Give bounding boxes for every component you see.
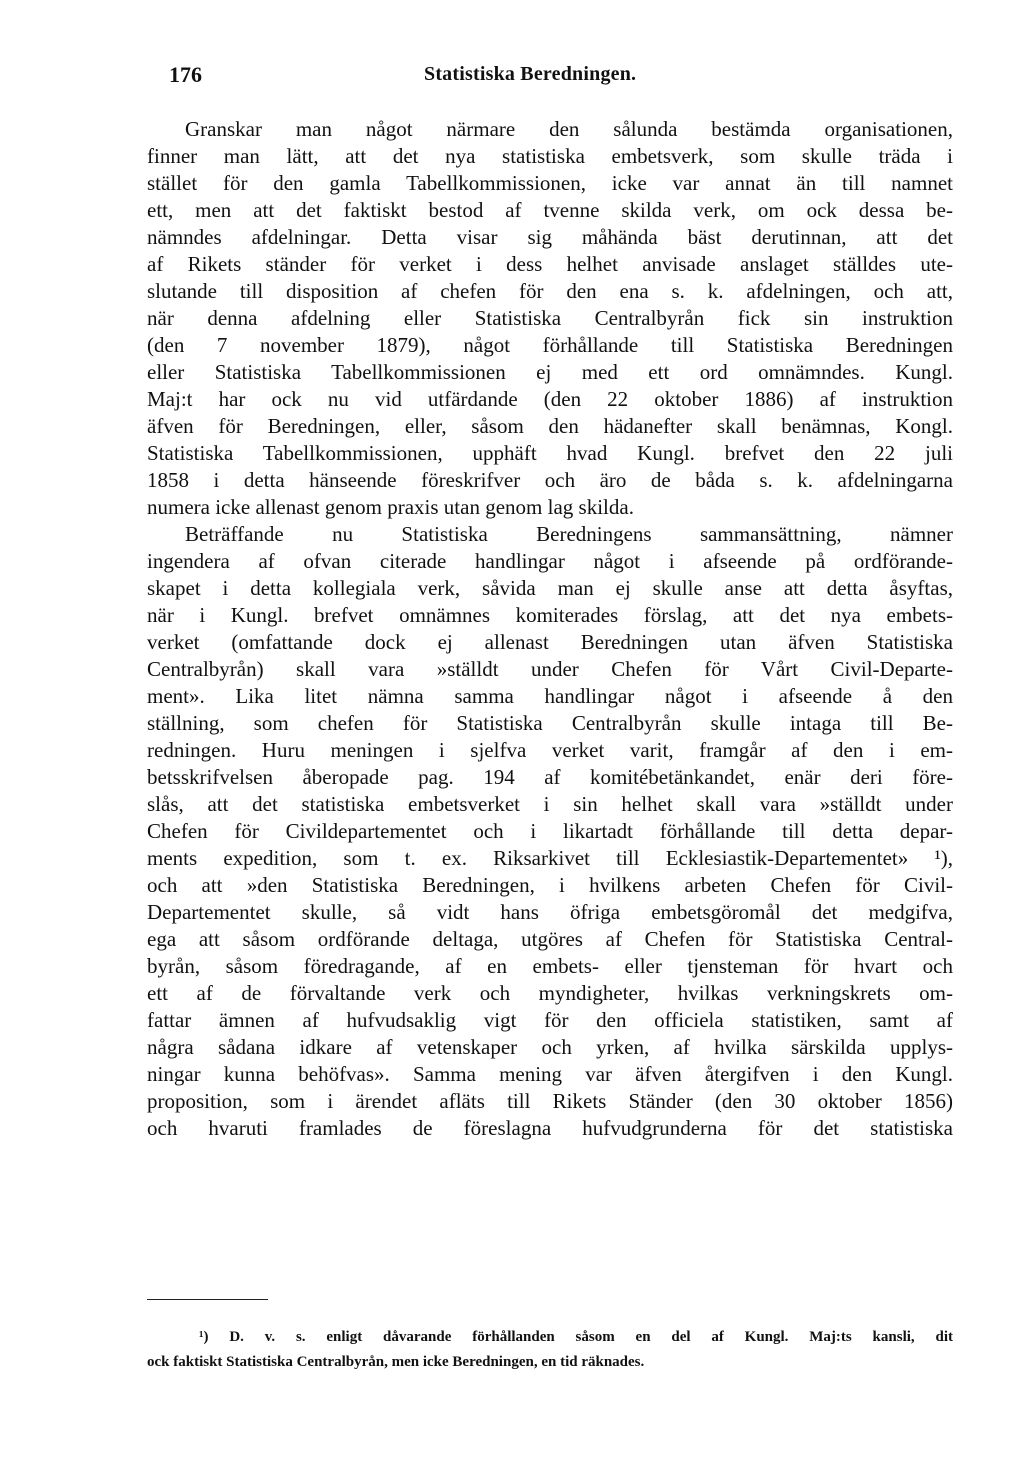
text-line: ments expedition, som t. ex. Riksarkivet till Ecklesiastik-Departementet» ¹), — [147, 846, 953, 870]
text-line: byrån, såsom föredragande, af en embets- eller tjensteman för hvart och — [147, 954, 953, 978]
text-line: ment». Lika litet nämna samma handlingar något i afseende å den — [147, 684, 953, 708]
text-line: Beträffande nu Statistiska Beredningens sammansättning, nämner — [185, 522, 953, 546]
footnote-divider — [147, 1299, 268, 1300]
text-line: nämndes afdelningar. Detta visar sig måhända bäst derutinnan, att det — [147, 225, 953, 249]
text-line: Statistiska Tabellkommissionen, upphäft hvad Kungl. brefvet den 22 juli — [147, 441, 953, 465]
text-line: och hvaruti framlades de föreslagna hufvudgrunderna för det statistiska — [147, 1116, 953, 1140]
text-line: några sådana idkare af vetenskaper och yrken, af hvilka särskilda upplys- — [147, 1035, 953, 1059]
text-line: skapet i detta kollegiala verk, såvida man ej skulle anse att detta åsyftas, — [147, 576, 953, 600]
text-line: när denna afdelning eller Statistiska Centralbyrån fick sin instruktion — [147, 306, 953, 330]
text-line: slutande till disposition af chefen för den ena s. k. afdelningen, och att, — [147, 279, 953, 303]
text-line: (den 7 november 1879), något förhållande till Statistiska Beredningen — [147, 333, 953, 357]
text-line: ett af de förvaltande verk och myndigheter, hvilkas verkningskrets om- — [147, 981, 953, 1005]
text-line: proposition, som i ärendet afläts till Rikets Ständer (den 30 oktober 1856) — [147, 1089, 953, 1113]
text-line: Chefen för Civildepartementet och i likartadt förhållande till detta depar- — [147, 819, 953, 843]
text-line: ega att såsom ordförande deltaga, utgöres af Chefen för Statistiska Central- — [147, 927, 953, 951]
running-head: Statistiska Beredningen. — [424, 63, 637, 85]
text-line: verket (omfattande dock ej allenast Beredningen utan äfven Statistiska — [147, 630, 953, 654]
text-line: stället för den gamla Tabellkommissionen, icke var annat än till namnet — [147, 171, 953, 195]
text-line: ingendera af ofvan citerade handlingar något i afseende på ordförande- — [147, 549, 953, 573]
page-number: 176 — [169, 62, 202, 87]
text-line: numera icke allenast genom praxis utan genom lag skilda. — [147, 495, 634, 519]
text-line: ningar kunna behöfvas». Samma mening var äfven återgifven i den Kungl. — [147, 1062, 953, 1086]
text-line: eller Statistiska Tabellkommissionen ej med ett ord omnämndes. Kungl. — [147, 360, 953, 384]
footnote-line: ock faktiskt Statistiska Centralbyrån, men icke Beredningen, en tid räknades. — [147, 1354, 645, 1370]
text-line: finner man lätt, att det nya statistiska embetsverk, som skulle träda i — [147, 144, 953, 168]
text-line: fattar ämnen af hufvudsaklig vigt för den officiela statistiken, samt af — [147, 1008, 953, 1032]
text-line: äfven för Beredningen, eller, såsom den hädanefter skall benämnas, Kongl. — [147, 414, 953, 438]
footnote-line: ¹) D. v. s. enligt dåvarande förhållanden såsom en del af Kungl. Maj:ts kansli, dit — [199, 1329, 953, 1345]
text-line: redningen. Huru meningen i sjelfva verket varit, framgår af den i em- — [147, 738, 953, 762]
footnotes — [147, 1325, 953, 1375]
page-header — [147, 62, 953, 94]
text-line: 1858 i detta hänseende föreskrifver och äro de båda s. k. afdelningarna — [147, 468, 953, 492]
text-line: af Rikets ständer för verket i dess helhet anvisade anslaget ställdes ute- — [147, 252, 953, 276]
text-line: betsskrifvelsen åberopade pag. 194 af komitébetänkandet, enär deri före- — [147, 765, 953, 789]
text-line: ställning, som chefen för Statistiska Centralbyrån skulle intaga till Be- — [147, 711, 953, 735]
text-line: Maj:t har ock nu vid utfärdande (den 22 oktober 1886) af instruktion — [147, 387, 953, 411]
text-line: Departementet skulle, så vidt hans öfriga embetsgöromål det medgifva, — [147, 900, 953, 924]
text-line: när i Kungl. brefvet omnämnes komiterades förslag, att det nya embets- — [147, 603, 953, 627]
text-line: slås, att det statistiska embetsverket i sin helhet skall vara »ställdt under — [147, 792, 953, 816]
text-line: och att »den Statistiska Beredningen, i hvilkens arbeten Chefen för Civil- — [147, 873, 953, 897]
body-text — [147, 116, 953, 1142]
text-line: Centralbyrån) skall vara »ställdt under Chefen för Vårt Civil-Departe- — [147, 657, 953, 681]
text-line: Granskar man något närmare den sålunda bestämda organisationen, — [185, 117, 953, 141]
text-line: ett, men att det faktiskt bestod af tvenne skilda verk, om ock dessa be- — [147, 198, 953, 222]
